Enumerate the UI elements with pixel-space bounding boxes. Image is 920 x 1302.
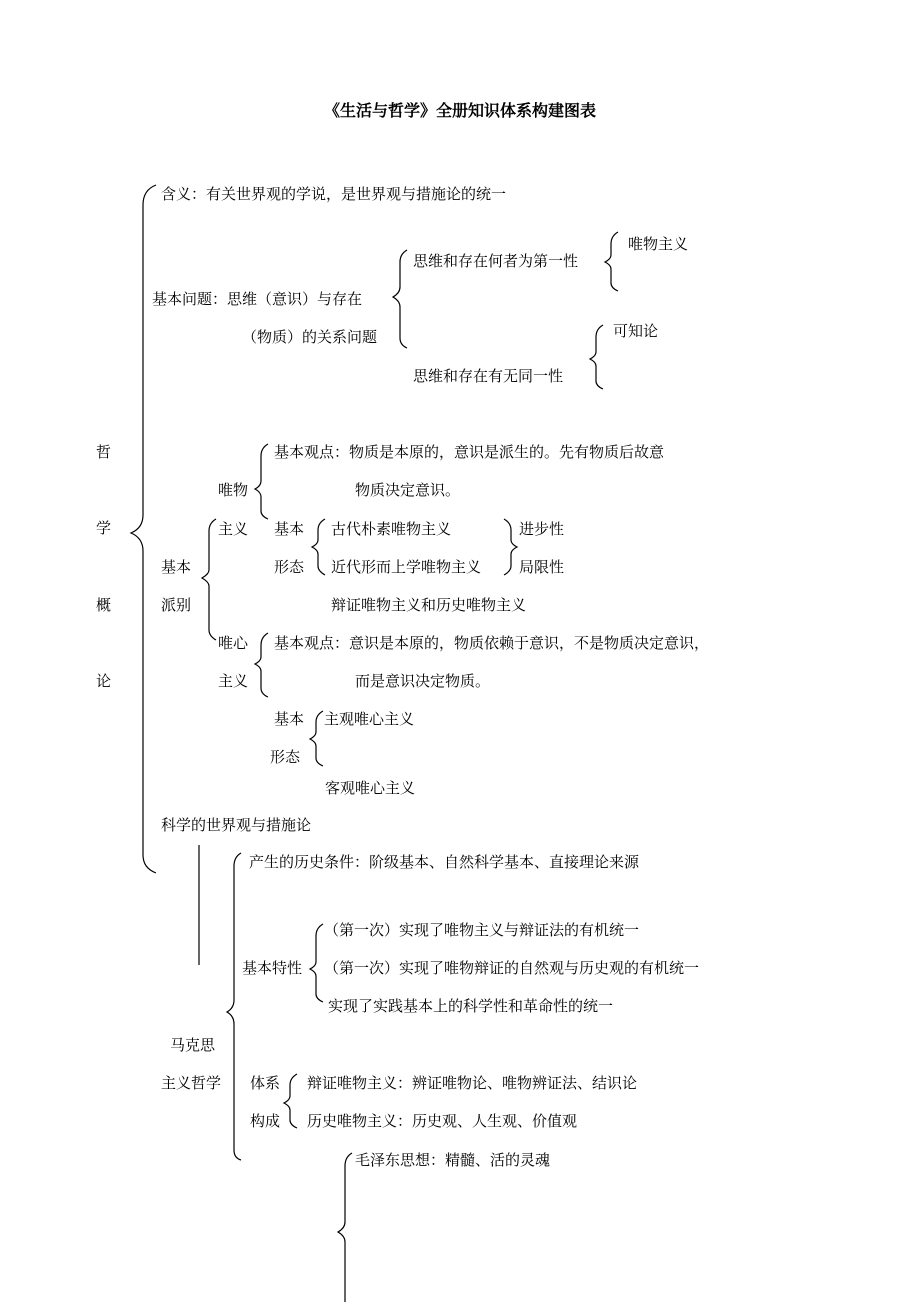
- form-metaphysical-materialism: 近代形而上学唯物主义: [331, 558, 482, 576]
- idealism-label: 主义: [218, 672, 249, 690]
- scientific-worldview: 科学的世界观与措施论: [161, 816, 312, 834]
- form-objective-idealism: 客观唯心主义: [325, 779, 416, 797]
- definition-text: 含义：有关世界观的学说，是世界观与措施论的统一: [161, 185, 507, 203]
- historical-materialism: 历史唯物主义：历史观、人生观、价值观: [307, 1112, 578, 1130]
- mao-brace: [338, 1153, 352, 1302]
- schools-label: 派别: [161, 596, 192, 614]
- side-label-char: 学: [96, 519, 112, 537]
- system-brace: [284, 1074, 297, 1128]
- first-principle-brace: [605, 232, 618, 291]
- marxism-trait: 实现了实践基本上的科学性和革命性的统一: [328, 997, 614, 1015]
- system-label: 体系: [250, 1074, 281, 1092]
- branch-identity: 思维和存在有无同一性: [413, 367, 564, 385]
- marxism-traits-label: 基本特性: [242, 959, 303, 977]
- trait-limited: 局限性: [519, 558, 565, 576]
- materialism-forms-label: 基本: [274, 520, 305, 538]
- system-label: 构成: [250, 1112, 281, 1130]
- schools-brace: [202, 519, 216, 640]
- materialism-answer: 唯物主义: [628, 235, 689, 253]
- idealism-brace: [255, 633, 268, 697]
- knowability-answer: 可知论: [613, 322, 659, 340]
- page-title: 《生活与哲学》全册知识体系构建图表: [323, 101, 596, 120]
- branch-first-principle: 思维和存在何者为第一性: [413, 252, 579, 270]
- marxism-trait: （第一次）实现了唯物主义与辩证法的有机统一: [324, 921, 640, 939]
- identity-brace: [590, 325, 603, 389]
- materialism-view-cont: 物质决定意识。: [355, 481, 461, 499]
- basic-question-brace: [393, 250, 407, 348]
- materialism-label: 主义: [218, 520, 249, 538]
- idealism-forms-label: 基本: [274, 710, 305, 728]
- traits-brace: [504, 519, 517, 575]
- side-label-char: 论: [96, 672, 112, 690]
- side-label-char: 哲: [96, 443, 112, 461]
- form-subjective-idealism: 主观唯心主义: [324, 710, 415, 728]
- idealism-view: 基本观点：意识是本原的，物质依赖于意识，不是物质决定意识，: [274, 634, 710, 652]
- marxism-label: 主义哲学: [161, 1074, 222, 1092]
- materialism-forms-brace: [312, 519, 325, 575]
- schools-label: 基本: [161, 558, 192, 576]
- form-dialectical-materialism: 辩证唯物主义和历史唯物主义: [331, 596, 527, 614]
- marxism-traits-brace: [310, 924, 323, 1002]
- materialism-label: 唯物: [218, 481, 249, 499]
- marxism-trait: （第一次）实现了唯物辩证的自然观与历史观的有机统一: [324, 959, 700, 977]
- marxism-brace: [227, 853, 241, 1160]
- side-label-char: 概: [96, 596, 112, 614]
- form-ancient-materialism: 古代朴素唯物主义: [331, 520, 452, 538]
- basic-question-line2: （物质）的关系问题: [242, 328, 378, 346]
- marxism-label: 马克思: [170, 1036, 216, 1054]
- dialectical-materialism: 辩证唯物主义：辨证唯物论、唯物辨证法、结识论: [307, 1074, 638, 1092]
- main-brace: [131, 185, 156, 873]
- basic-question-line1: 基本问题：思维（意识）与存在: [152, 290, 363, 308]
- mao-thought: 毛泽东思想：精髓、活的灵魂: [355, 1151, 551, 1169]
- trait-progressive: 进步性: [519, 520, 565, 538]
- idealism-forms-label: 形态: [270, 748, 301, 766]
- materialism-view: 基本观点：物质是本原的，意识是派生的。先有物质后故意: [274, 443, 665, 461]
- materialism-forms-label: 形态: [274, 558, 305, 576]
- materialism-brace: [255, 444, 268, 519]
- idealism-forms-brace: [310, 711, 323, 766]
- idealism-view-cont: 而是意识决定物质。: [355, 672, 491, 690]
- idealism-label: 唯心: [218, 634, 249, 652]
- marxism-origin: 产生的历史条件：阶级基本、自然科学基本、直接理论来源: [249, 853, 640, 871]
